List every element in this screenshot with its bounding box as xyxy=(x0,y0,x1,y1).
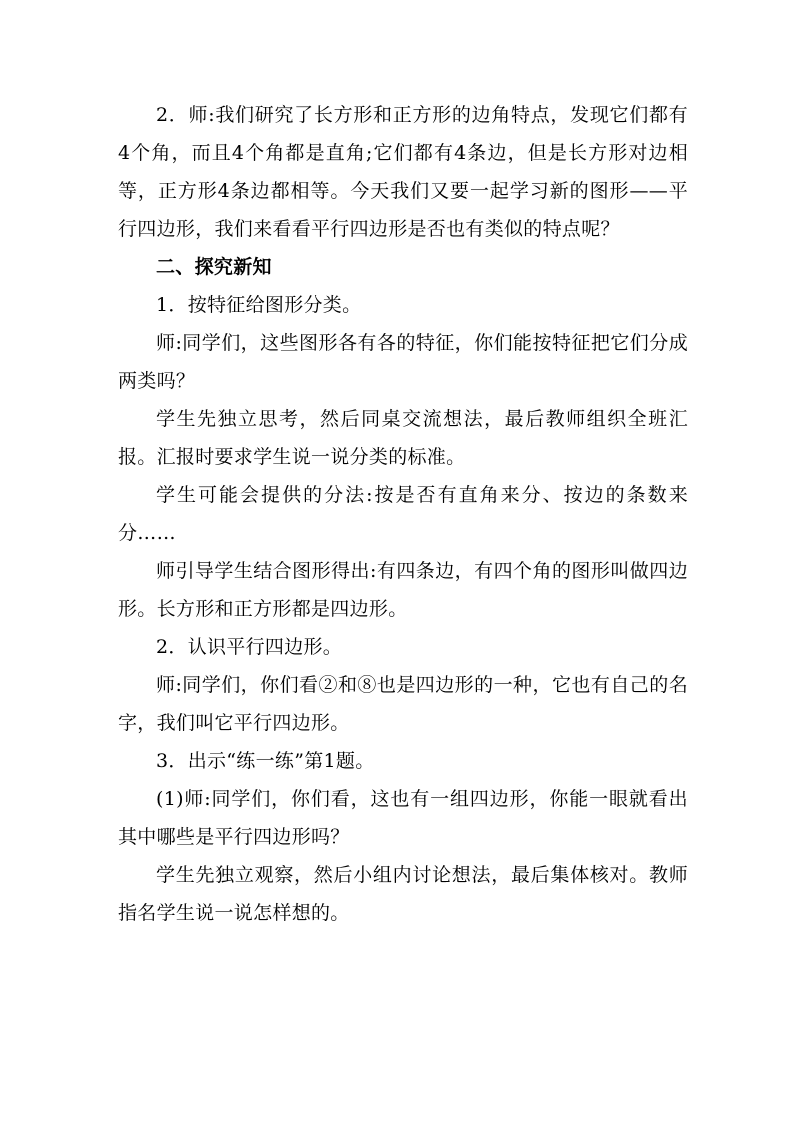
paragraph-teacher-question: 师:同学们，这些图形各有各的特征，你们能按特征把它们分成两类吗？ xyxy=(118,332,688,392)
paragraph-quadrilateral-definition: 师引导学生结合图形得出:有四条边，有四个角的图形叫做四边形。长方形和正方形都是四边形。 xyxy=(118,560,688,620)
paragraph-practice-activity: 学生先独立观察，然后小组内讨论想法，最后集体核对。教师指名学生说一说怎样想的。 xyxy=(118,864,688,924)
section-heading-explore: 二、探究新知 xyxy=(156,256,272,278)
paragraph-parallelogram-intro: 师:同学们，你们看②和⑧也是四边形的一种，它也有自己的名字，我们叫它平行四边形。 xyxy=(118,674,688,734)
step-heading-parallelogram: 2．认识平行四边形。 xyxy=(156,636,343,658)
paragraph-classification-methods: 学生可能会提供的分法:按是否有直角来分、按边的条数来分…… xyxy=(118,484,688,544)
paragraph-practice-question: (1)师:同学们，你们看，这也有一组四边形，你能一眼就看出其中哪些是平行四边形吗？ xyxy=(118,788,688,848)
step-heading-classify: 1．按特征给图形分类。 xyxy=(156,294,362,316)
paragraph-student-discussion: 学生先独立思考，然后同桌交流想法，最后教师组织全班汇报。汇报时要求学生说一说分类的标准。 xyxy=(118,408,688,468)
step-heading-practice: 3．出示“练一练”第1题。 xyxy=(156,750,375,772)
document-body xyxy=(118,96,688,932)
paragraph-intro-teacher: 2．师:我们研究了长方形和正方形的边角特点，发现它们都有4个角，而且4个角都是直角;它们都有4条边，但是长方形对边相等，正方形4条边都相等。今天我们又要一起学习新的图形——平行四边形，我们来看看平行四边形是否也有类似的特点呢？ xyxy=(118,104,688,240)
